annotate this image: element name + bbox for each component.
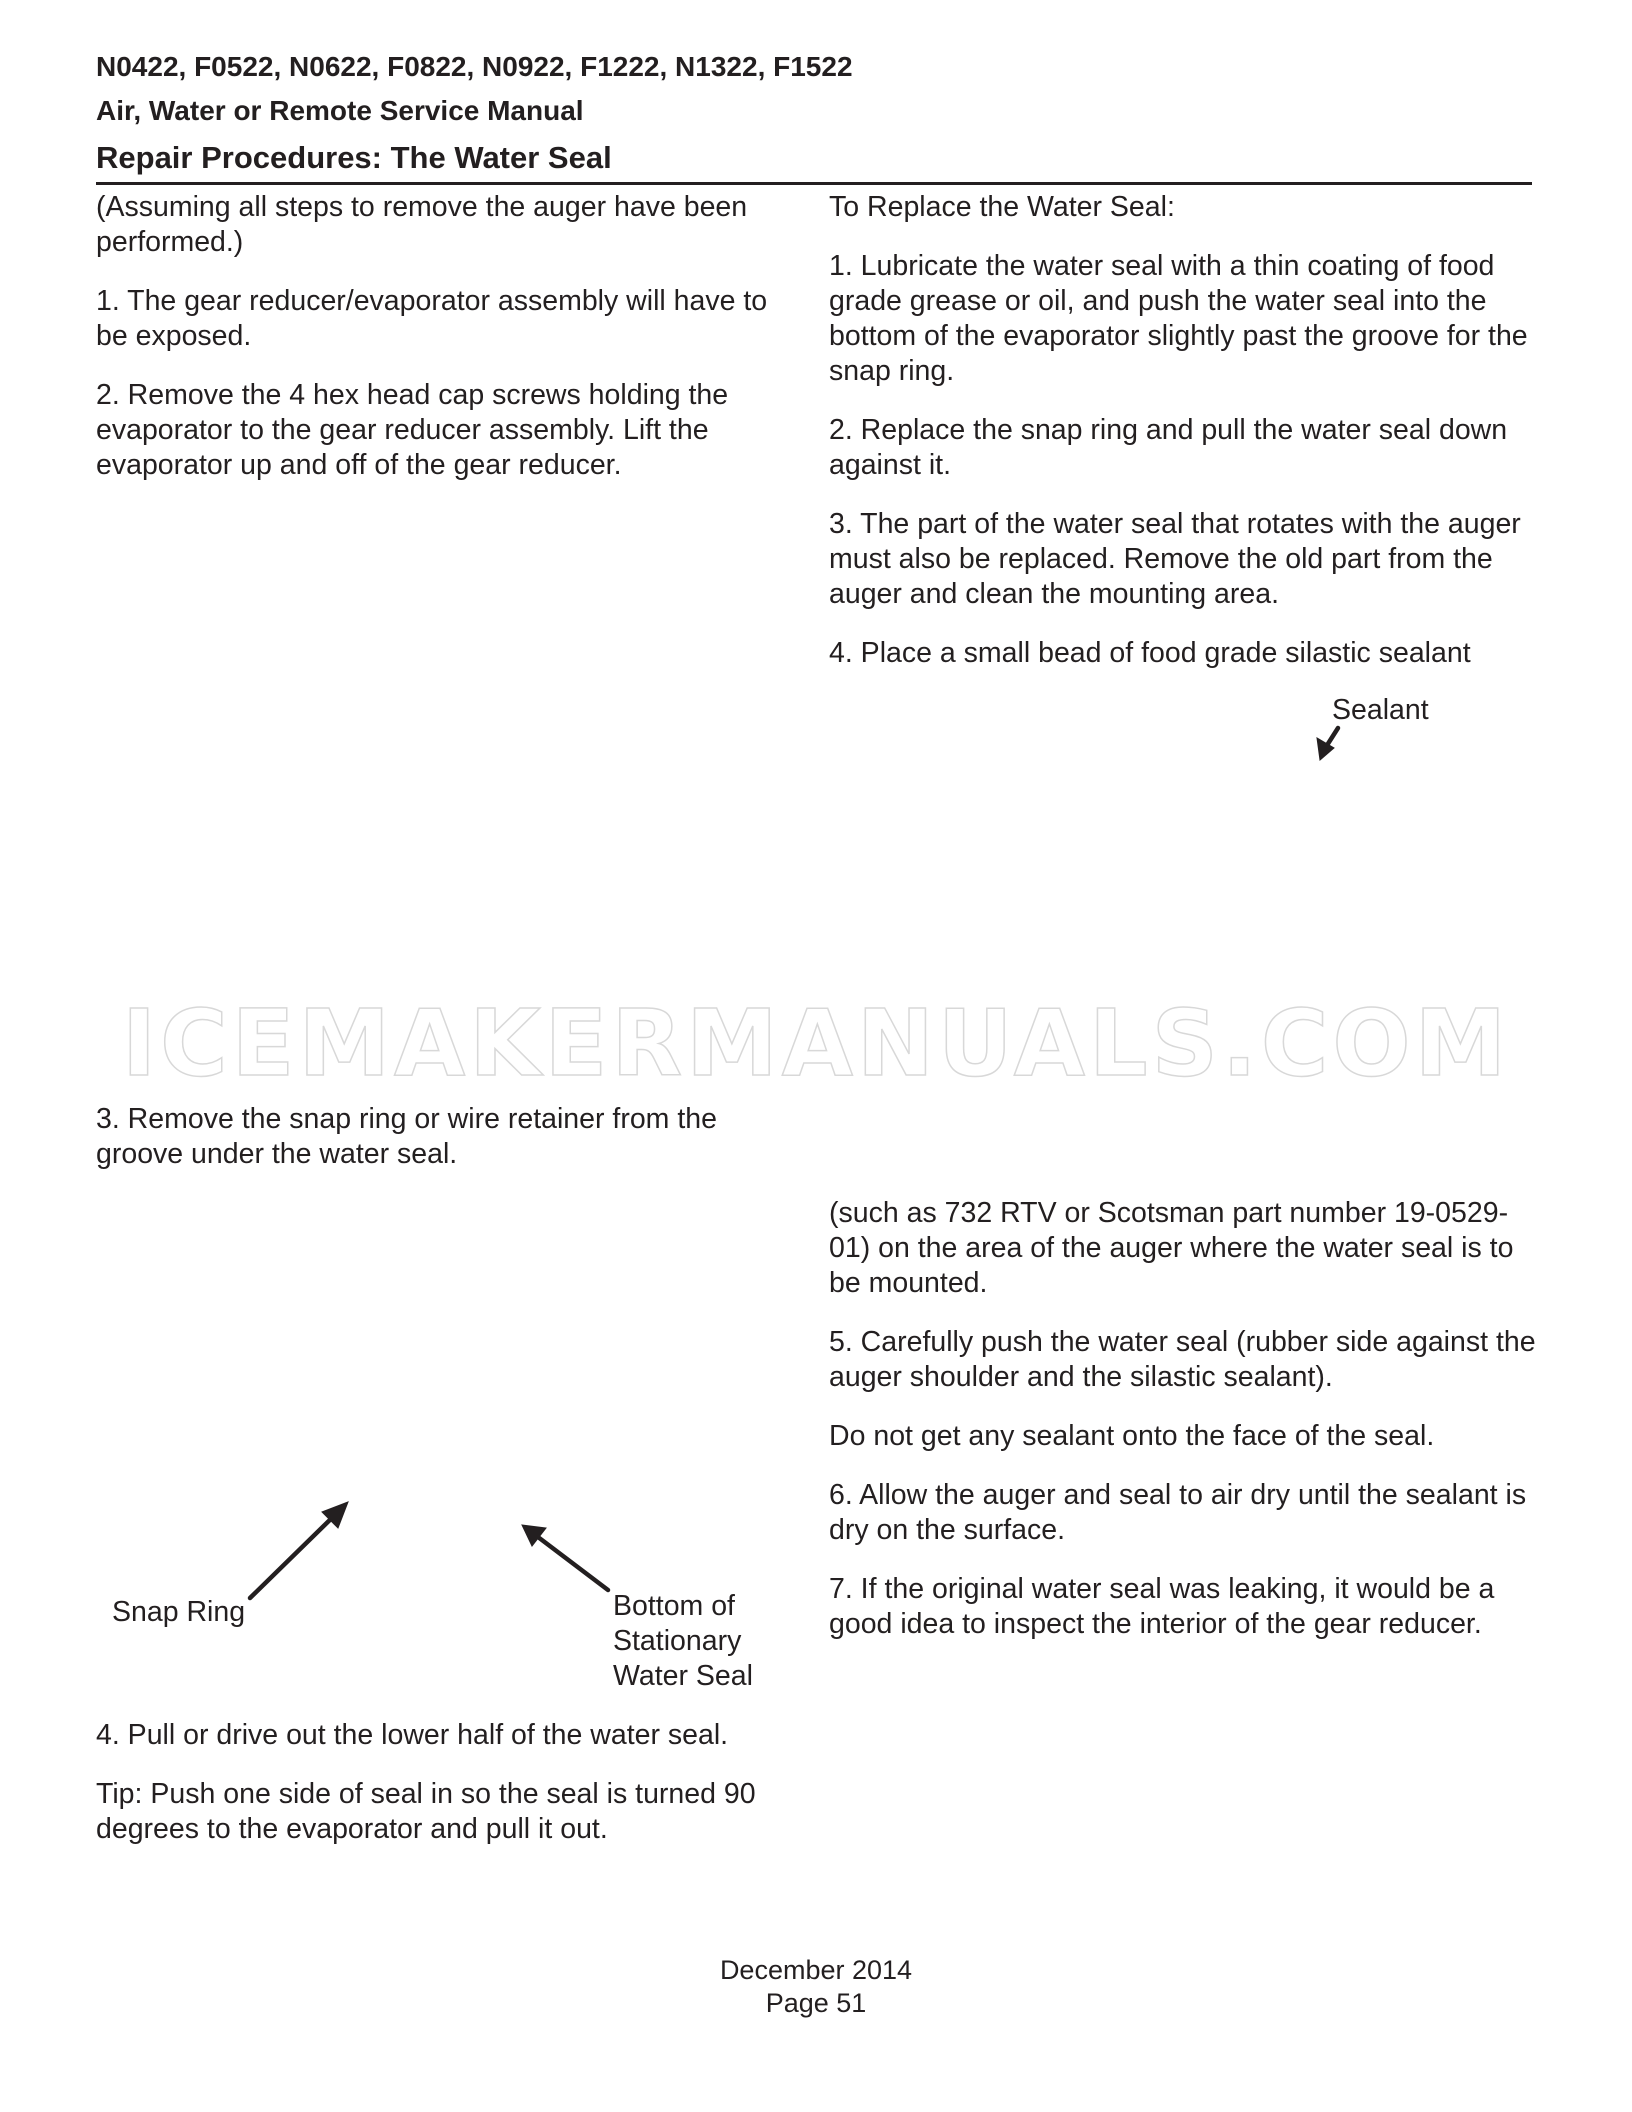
remove-step-3: 3. Remove the snap ring or wire retainer from the groove under the water seal.: [96, 1103, 717, 1170]
replace-step-4: 4. Place a small bead of food grade silastic sealant: [829, 637, 1471, 669]
snap-ring-label: Snap Ring: [112, 1596, 246, 1628]
remove-step-4: 4. Pull or drive out the lower half of the water seal.: [96, 1719, 729, 1751]
replace-step-1: 1. Lubricate the water seal with a thin coating of food grade grease or oil, and push the water seal into the bottom of the evaporator slightly past the groove for the snap ring.: [829, 250, 1528, 387]
remove-step-1: 1. The gear reducer/evaporator assembly will have to be exposed.: [96, 285, 768, 352]
tip-text: Tip: Push one side of seal in so the seal is turned 90 degrees to the evaporator and pull it out.: [96, 1778, 756, 1845]
replace-heading: To Replace the Water Seal:: [829, 191, 1175, 223]
replace-note: Do not get any sealant onto the face of the seal.: [829, 1420, 1435, 1452]
section-title: Repair Procedures: The Water Seal: [96, 140, 612, 175]
watermark: ICEMAKERMANUALS.COM: [121, 990, 1511, 1097]
replace-step-7: 7. If the original water seal was leaking, it would be a good idea to inspect the interior of the gear reducer.: [829, 1573, 1495, 1640]
replace-step-3: 3. The part of the water seal that rotates with the auger must also be replaced. Remove the old part from the auger and clean the mounting area.: [829, 508, 1521, 610]
sealant-arrow-icon: [1317, 728, 1338, 760]
bottom-seal-arrow-icon: [522, 1525, 608, 1590]
replace-step-2: 2. Replace the snap ring and pull the water seal down against it.: [829, 414, 1508, 481]
water-seal-label: Water Seal: [613, 1660, 753, 1692]
replace-step-4-continued: (such as 732 RTV or Scotsman part number 19-0529-01) on the area of the auger where the water seal is to be mounted.: [829, 1197, 1514, 1299]
footer-page-number: Page 51: [765, 1988, 867, 2018]
remove-step-2: 2. Remove the 4 hex head cap screws holding the evaporator to the gear reducer assembly. Lift the evaporator up and off of the gear reducer.: [96, 379, 729, 481]
replace-step-6: 6. Allow the auger and seal to air dry until the sealant is dry on the surface.: [829, 1479, 1527, 1546]
snap-ring-arrow-icon: [250, 1502, 348, 1598]
bottom-of-label: Bottom of: [613, 1590, 735, 1622]
footer-date: December 2014: [719, 1955, 913, 1985]
stationary-label: Stationary: [613, 1625, 742, 1657]
intro-text: (Assuming all steps to remove the auger have been performed.): [96, 191, 748, 258]
model-numbers: N0422, F0522, N0622, F0822, N0922, F1222, N1322, F1522: [96, 51, 853, 82]
replace-step-5: 5. Carefully push the water seal (rubber side against the auger shoulder and the silastic sealant).: [829, 1326, 1536, 1393]
sealant-label: Sealant: [1332, 694, 1429, 726]
manual-title: Air, Water or Remote Service Manual: [96, 95, 584, 126]
